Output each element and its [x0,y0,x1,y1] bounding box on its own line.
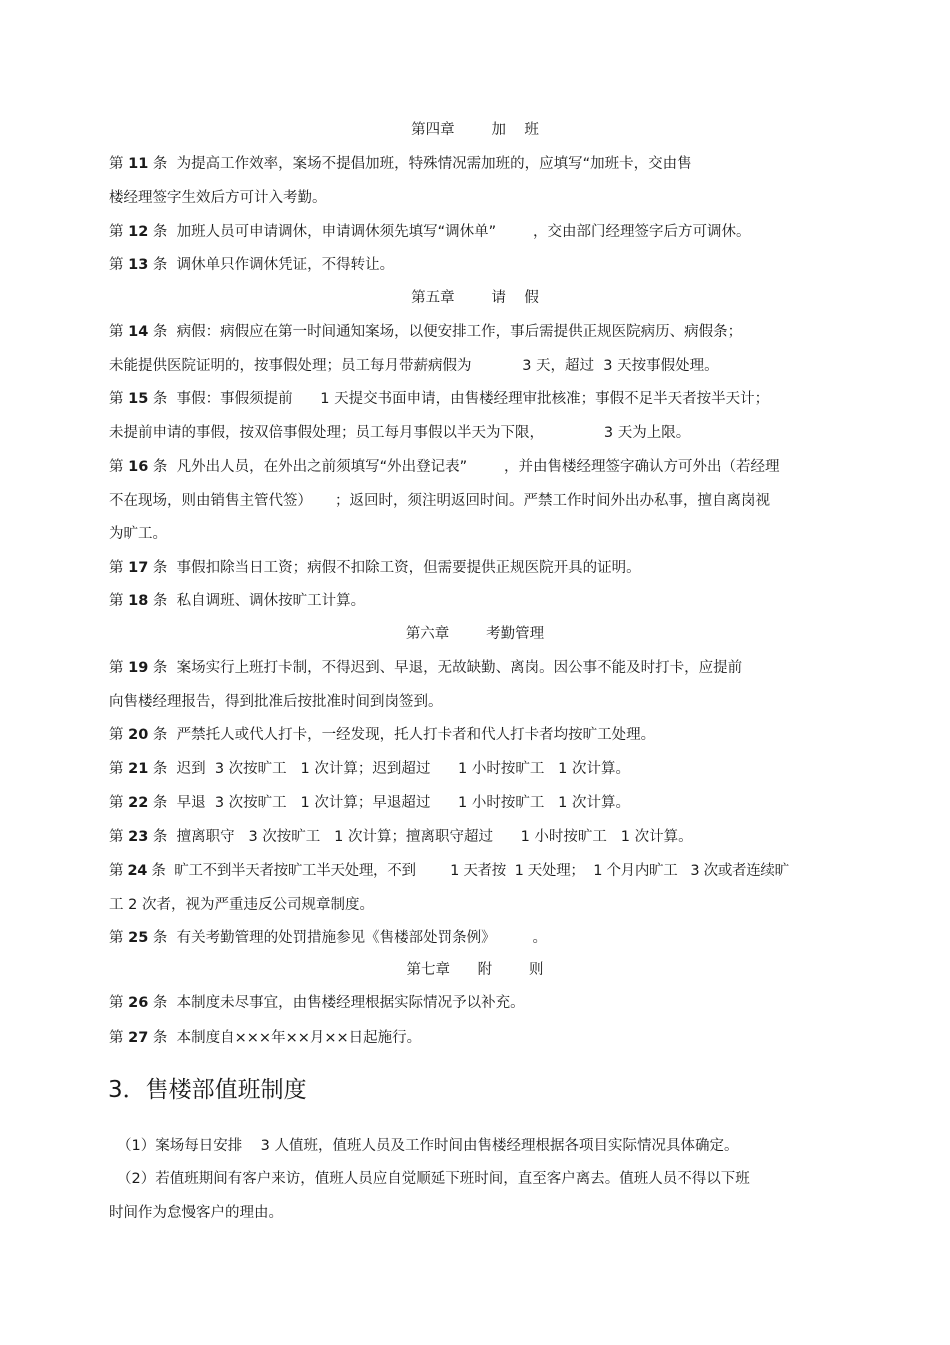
article-14: 第 14 条 病假：病假应在第一时间通知案场，以便安排工作，事后需提供正规医院病历、病假条； [109,324,743,340]
article-14-line-2: 未能提供医院证明的，按事假处理；员工每月带薪病假为 3 天，超过 3 天按事假处理。 [109,358,719,374]
article-11: 第 11 条 为提高工作效率，案场不提倡加班，特殊情况需加班的，应填写“加班卡，交由售 [109,156,692,172]
article-19: 第 19 条 案场实行上班打卡制，不得迟到、早退，无故缺勤、离岗。因公事不能及时打卡，应提前 [109,660,743,676]
article-23: 第 23 条 擅离职守 3 次按旷工 1 次计算；擅离职守超过 1 小时按旷工 1 次计算。 [109,829,693,845]
article-18: 第 18 条 私自调班、调休按旷工计算。 [109,593,366,609]
article-15-line-2: 未提前申请的事假，按双倍事假处理；员工每月事假以半天为下限， 3 天为上限。 [109,425,691,441]
article-26: 第 26 条 本制度未尽事宜，由售楼经理根据实际情况予以补充。 [109,995,525,1011]
article-11-line-2: 楼经理签字生效后方可计入考勤。 [109,190,327,206]
article-20: 第 20 条 严禁托人或代人打卡，一经发现，托人打卡者和代人打卡者均按旷工处理。 [109,727,656,743]
article-21: 第 21 条 迟到 3 次按旷工 1 次计算；迟到超过 1 小时按旷工 1 次计算。 [109,761,630,777]
article-12: 第 12 条 加班人员可申请调休，申请调休须先填写“调休单” ，交由部门经理签字后方可调休。 [109,224,751,240]
section-3-item-1: （1）案场每日安排 3 人值班，值班人员及工作时间由售楼经理根据各项目实际情况具体确定。 [117,1138,739,1154]
article-19-line-2: 向售楼经理报告，得到批准后按批准时间到岗签到。 [109,694,443,710]
article-27: 第 27 条 本制度自×××年××月××日起施行。 [109,1030,422,1046]
article-17: 第 17 条 事假扣除当日工资；病假不扣除工资，但需要提供正规医院开具的证明。 [109,560,641,576]
article-16-line-2: 不在现场，则由销售主管代签） ；返回时，须注明返回时间。严禁工作时间外出办私事，擅自离岗视 [109,493,771,509]
article-15: 第 15 条 事假：事假须提前 1 天提交书面申请，由售楼经理审批核准；事假不足半天者按半天计； [109,391,770,407]
article-22: 第 22 条 早退 3 次按旷工 1 次计算；早退超过 1 小时按旷工 1 次计算。 [109,795,630,811]
chapter-7-heading: 第七章 附 则 [406,962,544,978]
section-3-item-2-line-2: 时间作为怠慢客户的理由。 [109,1205,283,1221]
article-16: 第 16 条 凡外出人员，在外出之前须填写“外出登记表” ，并由售楼经理签字确认方可外出（若经理 [109,459,780,475]
chapter-5-heading: 第五章 请 假 [411,290,539,306]
article-25: 第 25 条 有关考勤管理的处罚措施参见《售楼部处罚条例》 。 [109,930,547,946]
chapter-4-heading: 第四章 加 班 [411,122,539,138]
article-16-line-3: 为旷工。 [109,526,167,542]
article-24-line-2: 工 2 次者，视为严重违反公司规章制度。 [109,897,374,913]
chapter-6-heading: 第六章 考勤管理 [405,626,545,642]
section-3-title: 3．售楼部值班制度 [108,1077,307,1103]
article-13: 第 13 条 调休单只作调休凭证，不得转让。 [109,257,395,273]
article-24: 第 24 条 旷工不到半天者按旷工半天处理，不到 1 天者按 1 天处理； 1 个月内旷工 3 次或者连续旷 [109,863,789,879]
section-3-item-2: （2）若值班期间有客户来访，值班人员应自觉顺延下班时间，直至客户离去。值班人员不得以下班 [117,1171,750,1187]
